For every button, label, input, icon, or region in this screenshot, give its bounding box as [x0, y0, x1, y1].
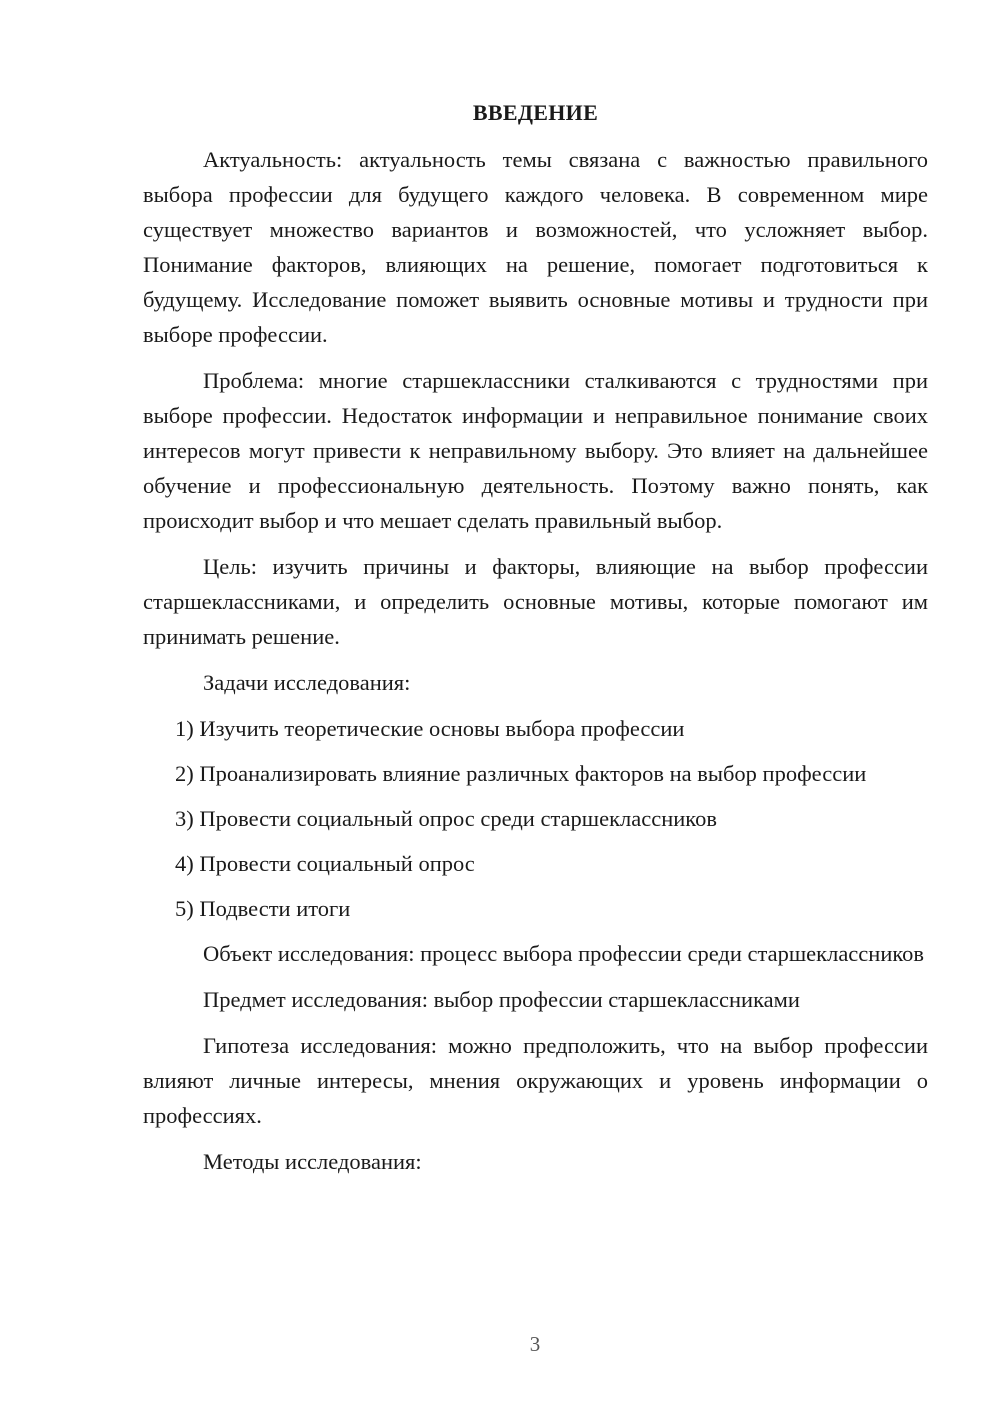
paragraph-methods: Методы исследования: — [203, 1149, 422, 1174]
list-item: 5) Подвести итоги — [175, 896, 351, 921]
paragraph-object: Объект исследования: процесс выбора профессии среди старшеклассников — [203, 941, 925, 966]
list-item: 4) Провести социальный опрос — [175, 851, 475, 876]
page-content — [143, 95, 928, 1190]
paragraph-relevance: Актуальность: актуальность темы связана с важностью правильного выбора профессии для будущего каждого человека. В современном мире существует множество вариантов и возможностей, что усложняет выбор. Понимание факторов, влияющих на решение, помогает подготовиться к будущему. Исследование поможет выявить основные мотивы и трудности при выборе профессии. — [143, 147, 928, 347]
paragraph-tasks-heading: Задачи исследования: — [203, 670, 411, 695]
list-item: 1) Изучить теоретические основы выбора профессии — [175, 716, 685, 741]
list-item: 3) Провести социальный опрос среди старшеклассников — [175, 806, 717, 831]
section-heading: ВВЕДЕНИЕ — [472, 100, 599, 125]
page-number: 3 — [529, 1332, 541, 1356]
paragraph-goal: Цель: изучить причины и факторы, влияющие на выбор профессии старшеклассниками, и определить основные мотивы, которые помогают им принимать решение. — [143, 554, 928, 649]
paragraph-hypothesis: Гипотеза исследования: можно предположить, что на выбор профессии влияют личные интересы, мнения окружающих и уровень информации о профессиях. — [143, 1033, 928, 1128]
list-item: 2) Проанализировать влияние различных факторов на выбор профессии — [175, 761, 867, 786]
paragraph-problem: Проблема: многие старшеклассники сталкиваются с трудностями при выборе профессии. Недостаток информации и неправильное понимание своих интересов могут привести к неправильному выбору. Это влияет на дальнейшее обучение и профессиональную деятельность. Поэтому важно понять, как происходит выбор и что мешает сделать правильный выбор. — [143, 368, 928, 533]
paragraph-subject: Предмет исследования: выбор профессии старшеклассниками — [203, 987, 800, 1012]
